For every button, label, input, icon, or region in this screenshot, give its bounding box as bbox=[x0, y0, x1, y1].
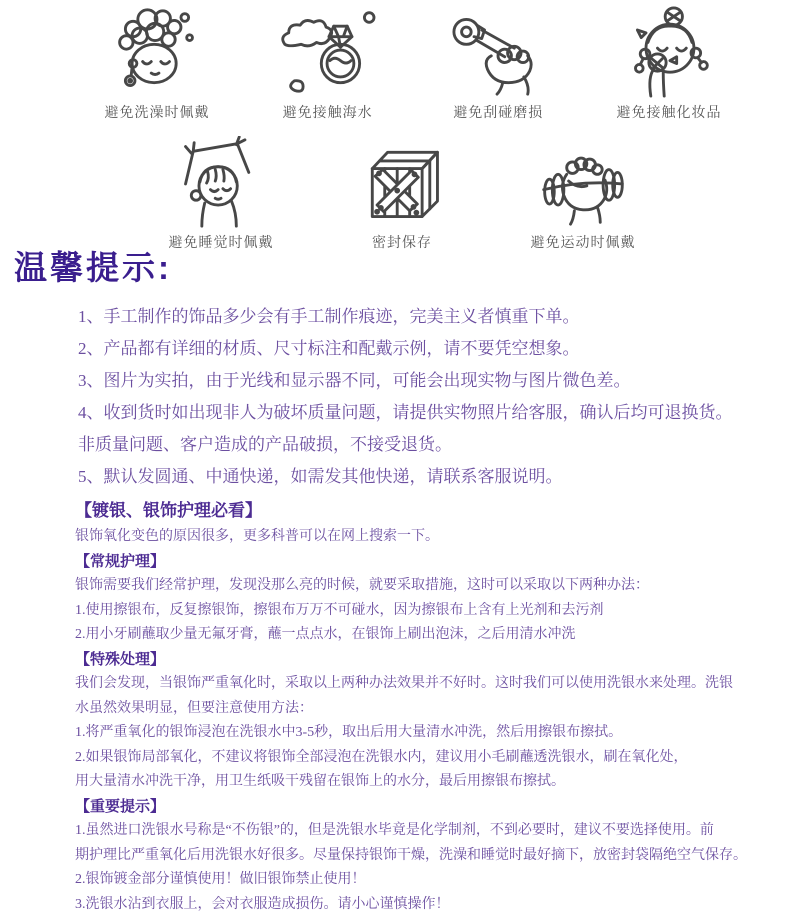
section-header-special-treatment: 【特殊处理】 bbox=[75, 648, 800, 673]
care-line: 期护理比严重氧化后用洗银水好很多。尽量保持银饰干燥，洗澡和睡觉时最好摘下，放密封袋隔绝空气保存。 bbox=[75, 844, 800, 869]
avoid-bathing-icon bbox=[104, 6, 210, 98]
section-header-routine-care: 【常规护理】 bbox=[75, 550, 800, 575]
note-line: 2、产品都有详细的材质、尺寸标注和配戴示例，请不要凭空想象。 bbox=[78, 333, 780, 365]
silver-care-guide bbox=[0, 493, 800, 917]
care-line: 1.使用擦银布，反复擦银饰，擦银布万万不可碰水，因为擦银布上含有上光剂和去污剂 bbox=[75, 599, 800, 624]
icon-caption: 避免接触化妆品 bbox=[616, 102, 721, 122]
care-line: 2.用小牙刷蘸取少量无氟牙膏，蘸一点点水，在银饰上刷出泡沫，之后用清水冲洗 bbox=[75, 623, 800, 648]
care-line: 水虽然效果明显，但要注意使用方法： bbox=[75, 697, 800, 722]
care-line: 2.银饰镀金部分谨慎使用！做旧银饰禁止使用！ bbox=[75, 868, 800, 893]
icon-card-avoid-seawater bbox=[269, 6, 387, 122]
avoid-scratch-icon bbox=[445, 6, 551, 98]
icon-caption: 避免运动时佩戴 bbox=[531, 232, 636, 252]
care-icons-row-1 bbox=[0, 0, 800, 122]
icon-card-avoid-sleeping bbox=[162, 136, 280, 252]
note-line: 4、收到货时如出现非人为破坏质量问题，请提供实物照片给客服，确认后均可退换货。 bbox=[78, 397, 780, 429]
section-header-must-read: 【镀银、银饰护理必看】 bbox=[75, 497, 800, 525]
note-line: 1、手工制作的饰品多少会有手工制作痕迹，完美主义者慎重下单。 bbox=[78, 301, 780, 333]
care-line: 2.如果银饰局部氧化，不建议将银饰全部浸泡在洗银水内，建议用小毛刷蘸透洗银水，刷在氧化处， bbox=[75, 746, 800, 771]
icon-caption: 避免接触海水 bbox=[283, 102, 373, 122]
warm-tips-title: 温馨提示: bbox=[14, 242, 800, 289]
icon-caption: 避免洗澡时佩戴 bbox=[105, 102, 210, 122]
avoid-cosmetics-icon bbox=[616, 6, 722, 98]
care-line: 1.将严重氧化的银饰浸泡在洗银水中3-5秒，取出后用大量清水冲洗，然后用擦银布擦拭。 bbox=[75, 721, 800, 746]
care-line: 我们会发现，当银饰严重氧化时，采取以上两种办法效果并不好时。这时我们可以使用洗银水来处理。洗银 bbox=[75, 672, 800, 697]
note-line: 3、图片为实拍，由于光线和显示器不同，可能会出现实物与图片微色差。 bbox=[78, 365, 780, 397]
icon-caption: 避免刮碰磨损 bbox=[453, 102, 543, 122]
icon-card-avoid-cosmetics bbox=[610, 6, 728, 122]
sealed-storage-icon bbox=[349, 136, 455, 228]
section-header-important-notice: 【重要提示】 bbox=[75, 795, 800, 820]
avoid-sleeping-icon bbox=[168, 136, 274, 228]
icon-card-avoid-bathing bbox=[98, 6, 216, 122]
note-line: 非质量问题、客户造成的产品破损，不接受退货。 bbox=[78, 429, 780, 461]
icon-caption: 避免睡觉时佩戴 bbox=[169, 232, 274, 252]
care-line: 银饰需要我们经常护理，发现没那么亮的时候，就要采取措施，这时可以采取以下两种办法： bbox=[75, 574, 800, 599]
care-line: 银饰氧化变色的原因很多，更多科普可以在网上搜索一下。 bbox=[75, 525, 800, 550]
warm-tips-list bbox=[0, 297, 800, 493]
care-line: 1.虽然进口洗银水号称是“不伤银”的，但是洗银水毕竟是化学制剂，不到必要时，建议不要选择使用。前 bbox=[75, 819, 800, 844]
icon-card-avoid-exercise bbox=[524, 136, 642, 252]
icon-card-sealed-storage bbox=[343, 136, 461, 252]
care-icons-row-2 bbox=[0, 136, 800, 252]
care-line: 3.洗银水沾到衣服上，会对衣服造成损伤。请小心谨慎操作！ bbox=[75, 893, 800, 917]
note-line: 5、默认发圆通、中通快递，如需发其他快递，请联系客服说明。 bbox=[78, 461, 780, 493]
icon-caption: 密封保存 bbox=[372, 232, 432, 252]
care-line: 用大量清水冲洗干净，用卫生纸吸干残留在银饰上的水分，最后用擦银布擦拭。 bbox=[75, 770, 800, 795]
avoid-exercise-icon bbox=[530, 136, 636, 228]
avoid-seawater-icon bbox=[275, 6, 381, 98]
icon-card-avoid-scratch bbox=[439, 6, 557, 122]
